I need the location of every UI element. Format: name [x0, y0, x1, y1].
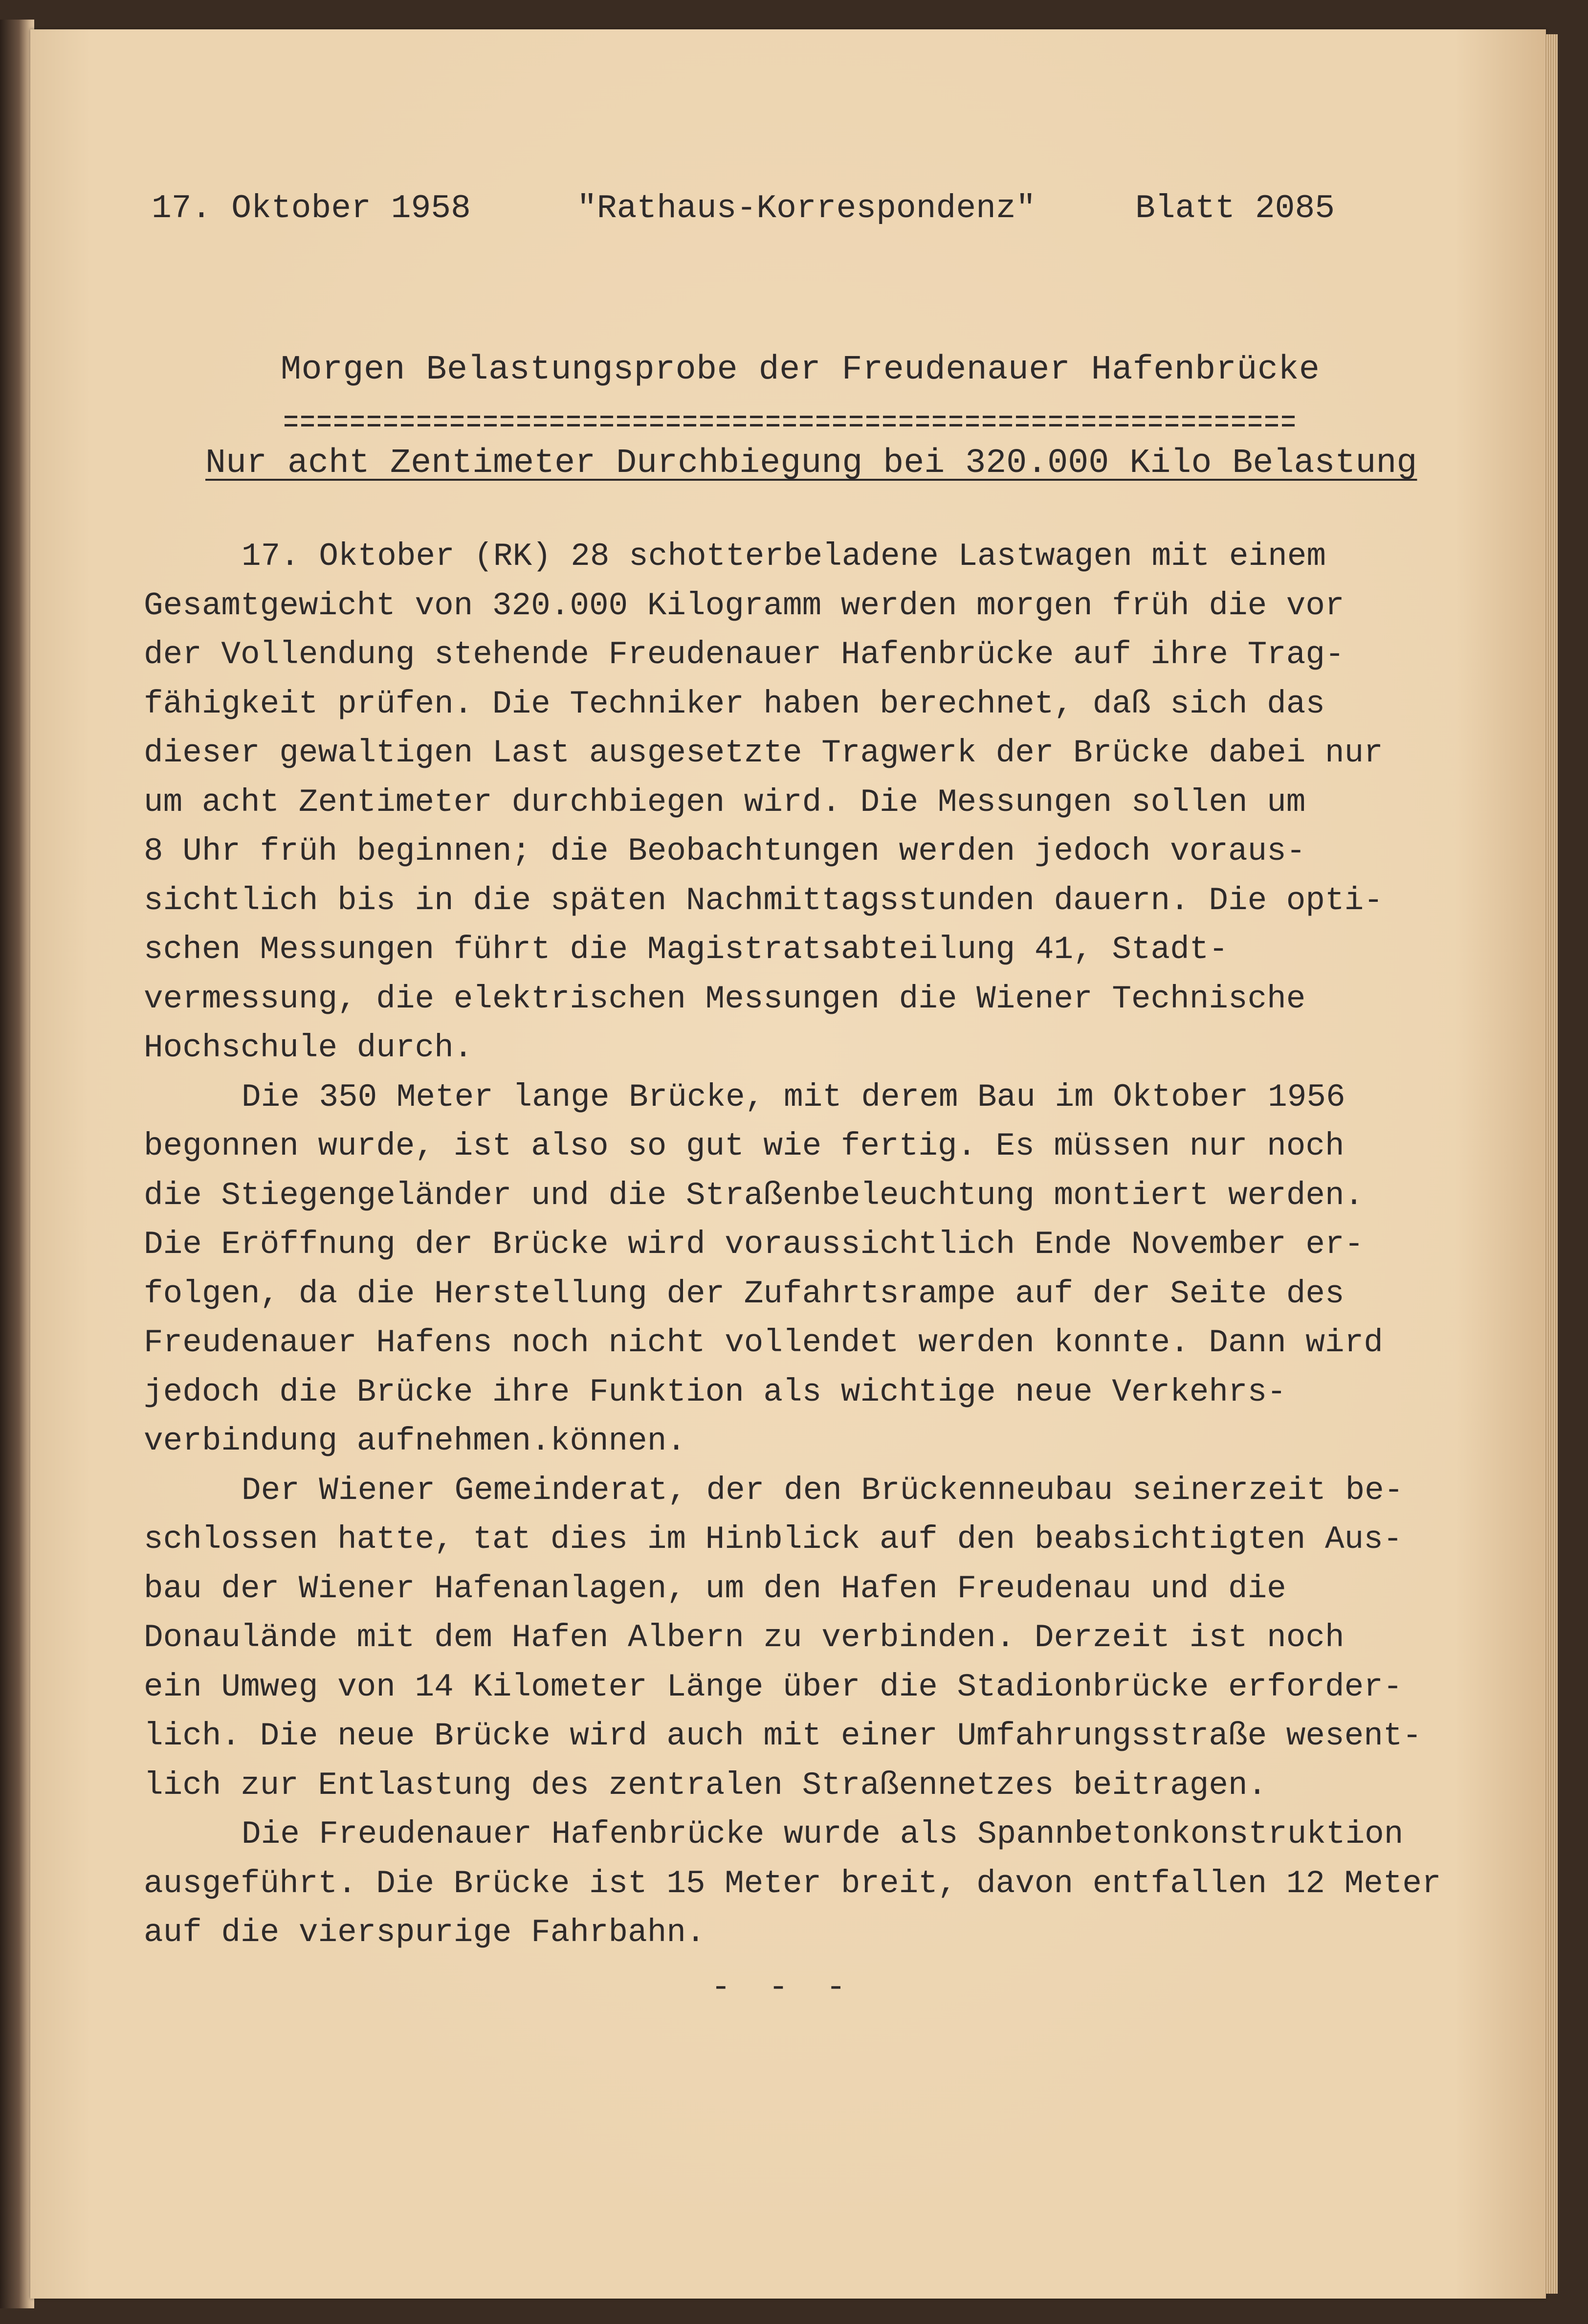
body-line: schen Messungen führt die Magistratsabteilung 41, Stadt-	[144, 931, 1228, 968]
body-line: dieser gewaltigen Last ausgesetzte Tragwerk der Brücke dabei nur	[144, 735, 1383, 771]
body-line: Freudenauer Hafens noch nicht vollendet werden konnte. Dann wird	[144, 1324, 1383, 1361]
article-subtitle: Nur acht Zentimeter Durchbiegung bei 320.000 Kilo Belastung	[205, 444, 1417, 483]
body-line: schlossen hatte, tat dies im Hinblick auf den beabsichtigten Aus-	[144, 1521, 1403, 1558]
body-line: verbindung aufnehmen.können.	[144, 1423, 686, 1459]
body-line: Donaulände mit dem Hafen Albern zu verbinden. Derzeit ist noch	[144, 1619, 1345, 1656]
body-line: Gesamtgewicht von 320.000 Kilogramm werden morgen früh die vor	[144, 587, 1345, 624]
body-line: 17. Oktober (RK) 28 schotterbeladene Lastwagen mit einem	[242, 538, 1326, 575]
body-line: die Stiegengeländer und die Straßenbeleuchtung montiert werden.	[144, 1177, 1364, 1214]
body-line: Hochschule durch.	[144, 1029, 473, 1066]
body-line: Die Freudenauer Hafenbrücke wurde als Spannbetonkonstruktion	[242, 1816, 1404, 1853]
body-line: lich. Die neue Brücke wird auch mit einer Umfahrungsstraße wesent-	[144, 1718, 1422, 1754]
body-line: um acht Zentimeter durchbiegen wird. Die Messungen sollen um	[144, 783, 1306, 821]
body-line: Der Wiener Gemeinderat, der den Brückenneubau seinerzeit be-	[242, 1472, 1404, 1509]
body-line: Die 350 Meter lange Brücke, mit derem Bau im Oktober 1956	[242, 1078, 1345, 1116]
body-line: ein Umweg von 14 Kilometer Länge über die Stadionbrücke erforder-	[144, 1668, 1403, 1705]
paper-sheet	[30, 29, 1546, 2299]
title-double-rule	[285, 416, 1297, 426]
body-line: fähigkeit prüfen. Die Techniker haben berechnet, daß sich das	[144, 685, 1325, 722]
body-line: Die Eröffnung der Brücke wird voraussichtlich Ende November er-	[144, 1226, 1364, 1263]
end-of-article-mark: - - -	[711, 1969, 855, 2007]
article-body	[144, 532, 1493, 1958]
body-line: begonnen wurde, ist also so gut wie fertig. Es müssen nur noch	[144, 1128, 1345, 1164]
header-sheet-number: Blatt 2085	[1135, 190, 1335, 227]
header-date: 17. Oktober 1958	[152, 190, 471, 227]
body-line: sichtlich bis in die späten Nachmittagsstunden dauern. Die opti-	[144, 882, 1383, 919]
body-line: folgen, da die Herstellung der Zufahrtsrampe auf der Seite des	[144, 1275, 1345, 1312]
body-line: auf die vierspurige Fahrbahn.	[144, 1914, 706, 1951]
document-content	[30, 29, 1546, 2299]
body-line: 8 Uhr früh beginnen; die Beobachtungen werden jedoch voraus-	[144, 833, 1306, 870]
body-line: der Vollendung stehende Freudenauer Hafenbrücke auf ihre Trag-	[144, 636, 1345, 673]
body-line: vermessung, die elektrischen Messungen die Wiener Technische	[144, 980, 1306, 1017]
book-spine	[0, 20, 34, 2308]
body-line: lich zur Entlastung des zentralen Straßennetzes beitragen.	[144, 1766, 1267, 1804]
body-line: ausgeführt. Die Brücke ist 15 Meter breit, davon entfallen 12 Meter	[144, 1865, 1441, 1902]
article-title: Morgen Belastungsprobe der Freudenauer Hafenbrücke	[281, 351, 1320, 389]
body-line: bau der Wiener Hafenanlagen, um den Hafen Freudenau und die	[144, 1570, 1286, 1607]
header-source: "Rathaus-Korrespondenz"	[577, 190, 1036, 227]
page-stack-edges	[1544, 34, 1558, 2294]
body-line: jedoch die Brücke ihre Funktion als wichtige neue Verkehrs-	[144, 1373, 1286, 1410]
